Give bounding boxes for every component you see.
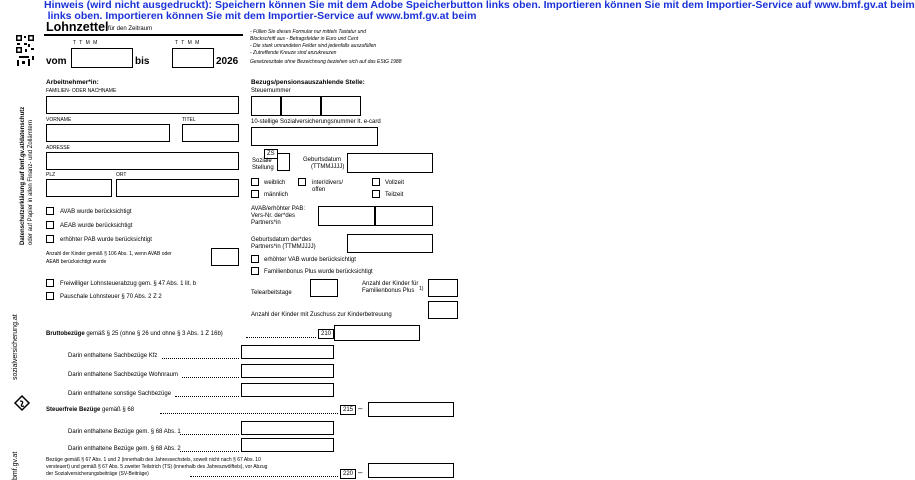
form-subtitle: für den Zeitraum: [108, 26, 153, 32]
city-label: ORT: [116, 172, 127, 178]
privacy-notice-2: oder auf Papier in allen Finanz- und Zollämtern: [28, 119, 34, 245]
import-hint: Hinweis (wird nicht ausgedruckt): Speichern können Sie mit dem Adobe Speicherbutton links oben. Importieren können Sie mit dem Importier-Service auf www.bmf.gv.at beim: [44, 0, 915, 11]
birthdate-label: Geburtsdatum: [303, 157, 342, 163]
avab-checkbox[interactable]: [46, 207, 54, 215]
p67-text-1: Bezüge gemäß § 67 Abs. 1 und 2 (innerhalb des Jahressechstels, soweit nicht nach § 67 Abs. 10: [46, 457, 261, 463]
avab-label: AVAB wurde berücksichtigt: [60, 209, 132, 215]
partner-ssn-field-2[interactable]: [375, 206, 433, 226]
sv-logo-icon: [14, 395, 30, 411]
import-hint-line2: links oben. Importieren können Sie mit dem Importier-Service auf www.bmf.gv.at beim: [47, 10, 477, 22]
year-label: 2026: [216, 56, 239, 67]
children-fbp-label: Anzahl der Kinder für: [362, 281, 419, 287]
partner-ssn-field-1[interactable]: [318, 206, 375, 226]
sachbezuege-wohnraum-label: Darin enthaltene Sachbezüge Wohnraum: [68, 372, 178, 378]
address-label: ADRESSE: [46, 145, 70, 151]
sachbezuege-kfz-field[interactable]: [241, 345, 334, 359]
qr-code: [15, 34, 35, 68]
to-label: bis: [135, 56, 150, 67]
gender-female-checkbox[interactable]: [251, 178, 259, 186]
brutto-text: Bruttobezüge gemäß § 25 (ohne § 26 und ohne § 3 Abs. 1 Z 16b): [46, 331, 223, 337]
website-sv: sozialversicherung.at: [12, 314, 19, 380]
zip-label: PLZ: [46, 172, 56, 178]
gender-female-label: weiblich: [264, 180, 286, 186]
status-label: Soziale: [252, 158, 272, 164]
sachbezuege-sonstige-field[interactable]: [241, 383, 334, 397]
p67-field[interactable]: [368, 463, 454, 478]
aeab-checkbox[interactable]: [46, 221, 54, 229]
parttime-checkbox[interactable]: [372, 190, 380, 198]
tax-no-label: Steuernummer: [251, 88, 291, 94]
employer-section-title: Bezugs/pensionsauszahlende Stelle:: [251, 79, 365, 86]
steuerfrei-code: 215: [340, 405, 356, 415]
sachbezuege-kfz-label: Darin enthaltene Sachbezüge Kfz: [68, 353, 158, 359]
status-code-badge: ZS: [264, 149, 278, 159]
family-bonus-label: Familienbonus Plus wurde berücksichtigt: [264, 269, 373, 275]
partner-birthdate-field[interactable]: [347, 234, 433, 253]
aeab-label: AEAB wurde berücksichtigt: [60, 223, 133, 229]
birthdate-field[interactable]: [347, 153, 433, 173]
fulltime-checkbox[interactable]: [372, 178, 380, 186]
gender-male-checkbox[interactable]: [251, 190, 259, 198]
address-field[interactable]: [46, 152, 239, 170]
steuerfrei-text: Steuerfreie Bezüge gemäß § 68: [46, 407, 135, 413]
tax-no-field-1[interactable]: [251, 96, 281, 116]
fulltime-label: Vollzeit: [385, 180, 405, 186]
gender-diverse-label: inter/divers/: [312, 180, 344, 186]
children-care-field[interactable]: [428, 301, 458, 319]
ssn-label: 10-stellige Sozialversicherungsnummer lt. e-card: [251, 119, 381, 125]
date-from-field[interactable]: [71, 48, 133, 68]
vab-label: erhöhter VAB wurde berücksichtigt: [264, 257, 356, 263]
telearbeit-field[interactable]: [310, 279, 338, 297]
children-fbp-field[interactable]: [428, 279, 458, 297]
children-care-label: Anzahl der Kinder mit Zuschuss zur Kinderbetreuung: [251, 312, 392, 318]
firstname-label: VORNAME: [46, 117, 72, 123]
brutto-field[interactable]: [334, 325, 420, 341]
date-to-field[interactable]: [172, 48, 214, 68]
title-field[interactable]: [182, 124, 239, 142]
title-label: TITEL: [182, 117, 196, 123]
brutto-code: 210: [318, 329, 334, 339]
date-to-placeholder: T T M M: [175, 40, 201, 46]
abs1-field[interactable]: [241, 421, 334, 435]
zip-field[interactable]: [46, 179, 112, 197]
abs2-field[interactable]: [241, 438, 334, 452]
privacy-notice: Datenschutzerklärung auf bmf.gv.at/datenschutz: [20, 106, 26, 245]
gender-male-label: männlich: [264, 192, 289, 198]
children-fbp-footnote: 1): [419, 286, 424, 292]
children-count-field[interactable]: [211, 248, 239, 266]
vab-checkbox[interactable]: [251, 255, 259, 263]
sachbezuege-sonstige-label: Darin enthaltene sonstige Sachbezüge: [68, 391, 172, 397]
tax-no-field-3[interactable]: [321, 96, 361, 116]
pab-label: erhöhter PAB wurde berücksichtigt: [60, 237, 152, 243]
p67-text-2: versteuert) und gemäß § 67 Abs. 5 zweiter Teilstrich (TS) (innerhalb des Jahreszwölftels), vor Abzug: [46, 464, 268, 470]
name-field[interactable]: [46, 96, 239, 114]
date-from-placeholder: T T M M: [73, 40, 99, 46]
p67-text-3: der Sozialversicherungsbeiträge (SV-Beiträge): [46, 471, 149, 477]
p67-code: 220: [340, 469, 356, 479]
website-bmf: bmf.gv.at: [12, 451, 19, 480]
status-field[interactable]: [277, 153, 290, 171]
employee-section-title: Arbeitnehmer*in:: [46, 79, 99, 86]
telearbeit-label: Telearbeitstage: [251, 290, 292, 296]
steuerfrei-minus: –: [358, 404, 363, 413]
gender-diverse-checkbox[interactable]: [298, 178, 306, 186]
city-field[interactable]: [116, 179, 239, 197]
ssn-field[interactable]: [251, 127, 378, 146]
abs2-label: Darin enthaltene Bezüge gem. § 68 Abs. 2: [68, 446, 181, 452]
avab-partner-label: AVAB/erhöhter PAB:: [251, 206, 306, 212]
tax-no-field-2[interactable]: [281, 96, 321, 116]
p67-minus: –: [358, 468, 363, 477]
family-bonus-checkbox[interactable]: [251, 267, 259, 275]
form-title: Lohnzettel: [46, 20, 109, 34]
steuerfrei-field[interactable]: [368, 402, 454, 417]
sachbezuege-wohnraum-field[interactable]: [241, 364, 334, 378]
children-label: Anzahl der Kinder gemäß § 106 Abs. 1, wenn AVAB oder: [46, 251, 172, 257]
freibetrag-label: Freiwilliger Lohnsteuerabzug gem. § 47 Abs. 1 lit. b: [60, 281, 197, 287]
pauschale-label: Pauschale Lohnsteuer § 70 Abs. 2 Z 2: [60, 294, 162, 300]
pab-checkbox[interactable]: [46, 235, 54, 243]
from-label: vom: [46, 56, 67, 67]
freibetrag-checkbox[interactable]: [46, 279, 54, 287]
pauschale-checkbox[interactable]: [46, 292, 54, 300]
parttime-label: Teilzeit: [385, 192, 404, 198]
partner-birthdate-label: Geburtsdatum der*des: [251, 237, 312, 243]
name-label: FAMILIEN- ODER NACHNAME: [46, 88, 117, 94]
abs1-label: Darin enthaltene Bezüge gem. § 68 Abs. 1: [68, 429, 181, 435]
firstname-field[interactable]: [46, 124, 170, 142]
